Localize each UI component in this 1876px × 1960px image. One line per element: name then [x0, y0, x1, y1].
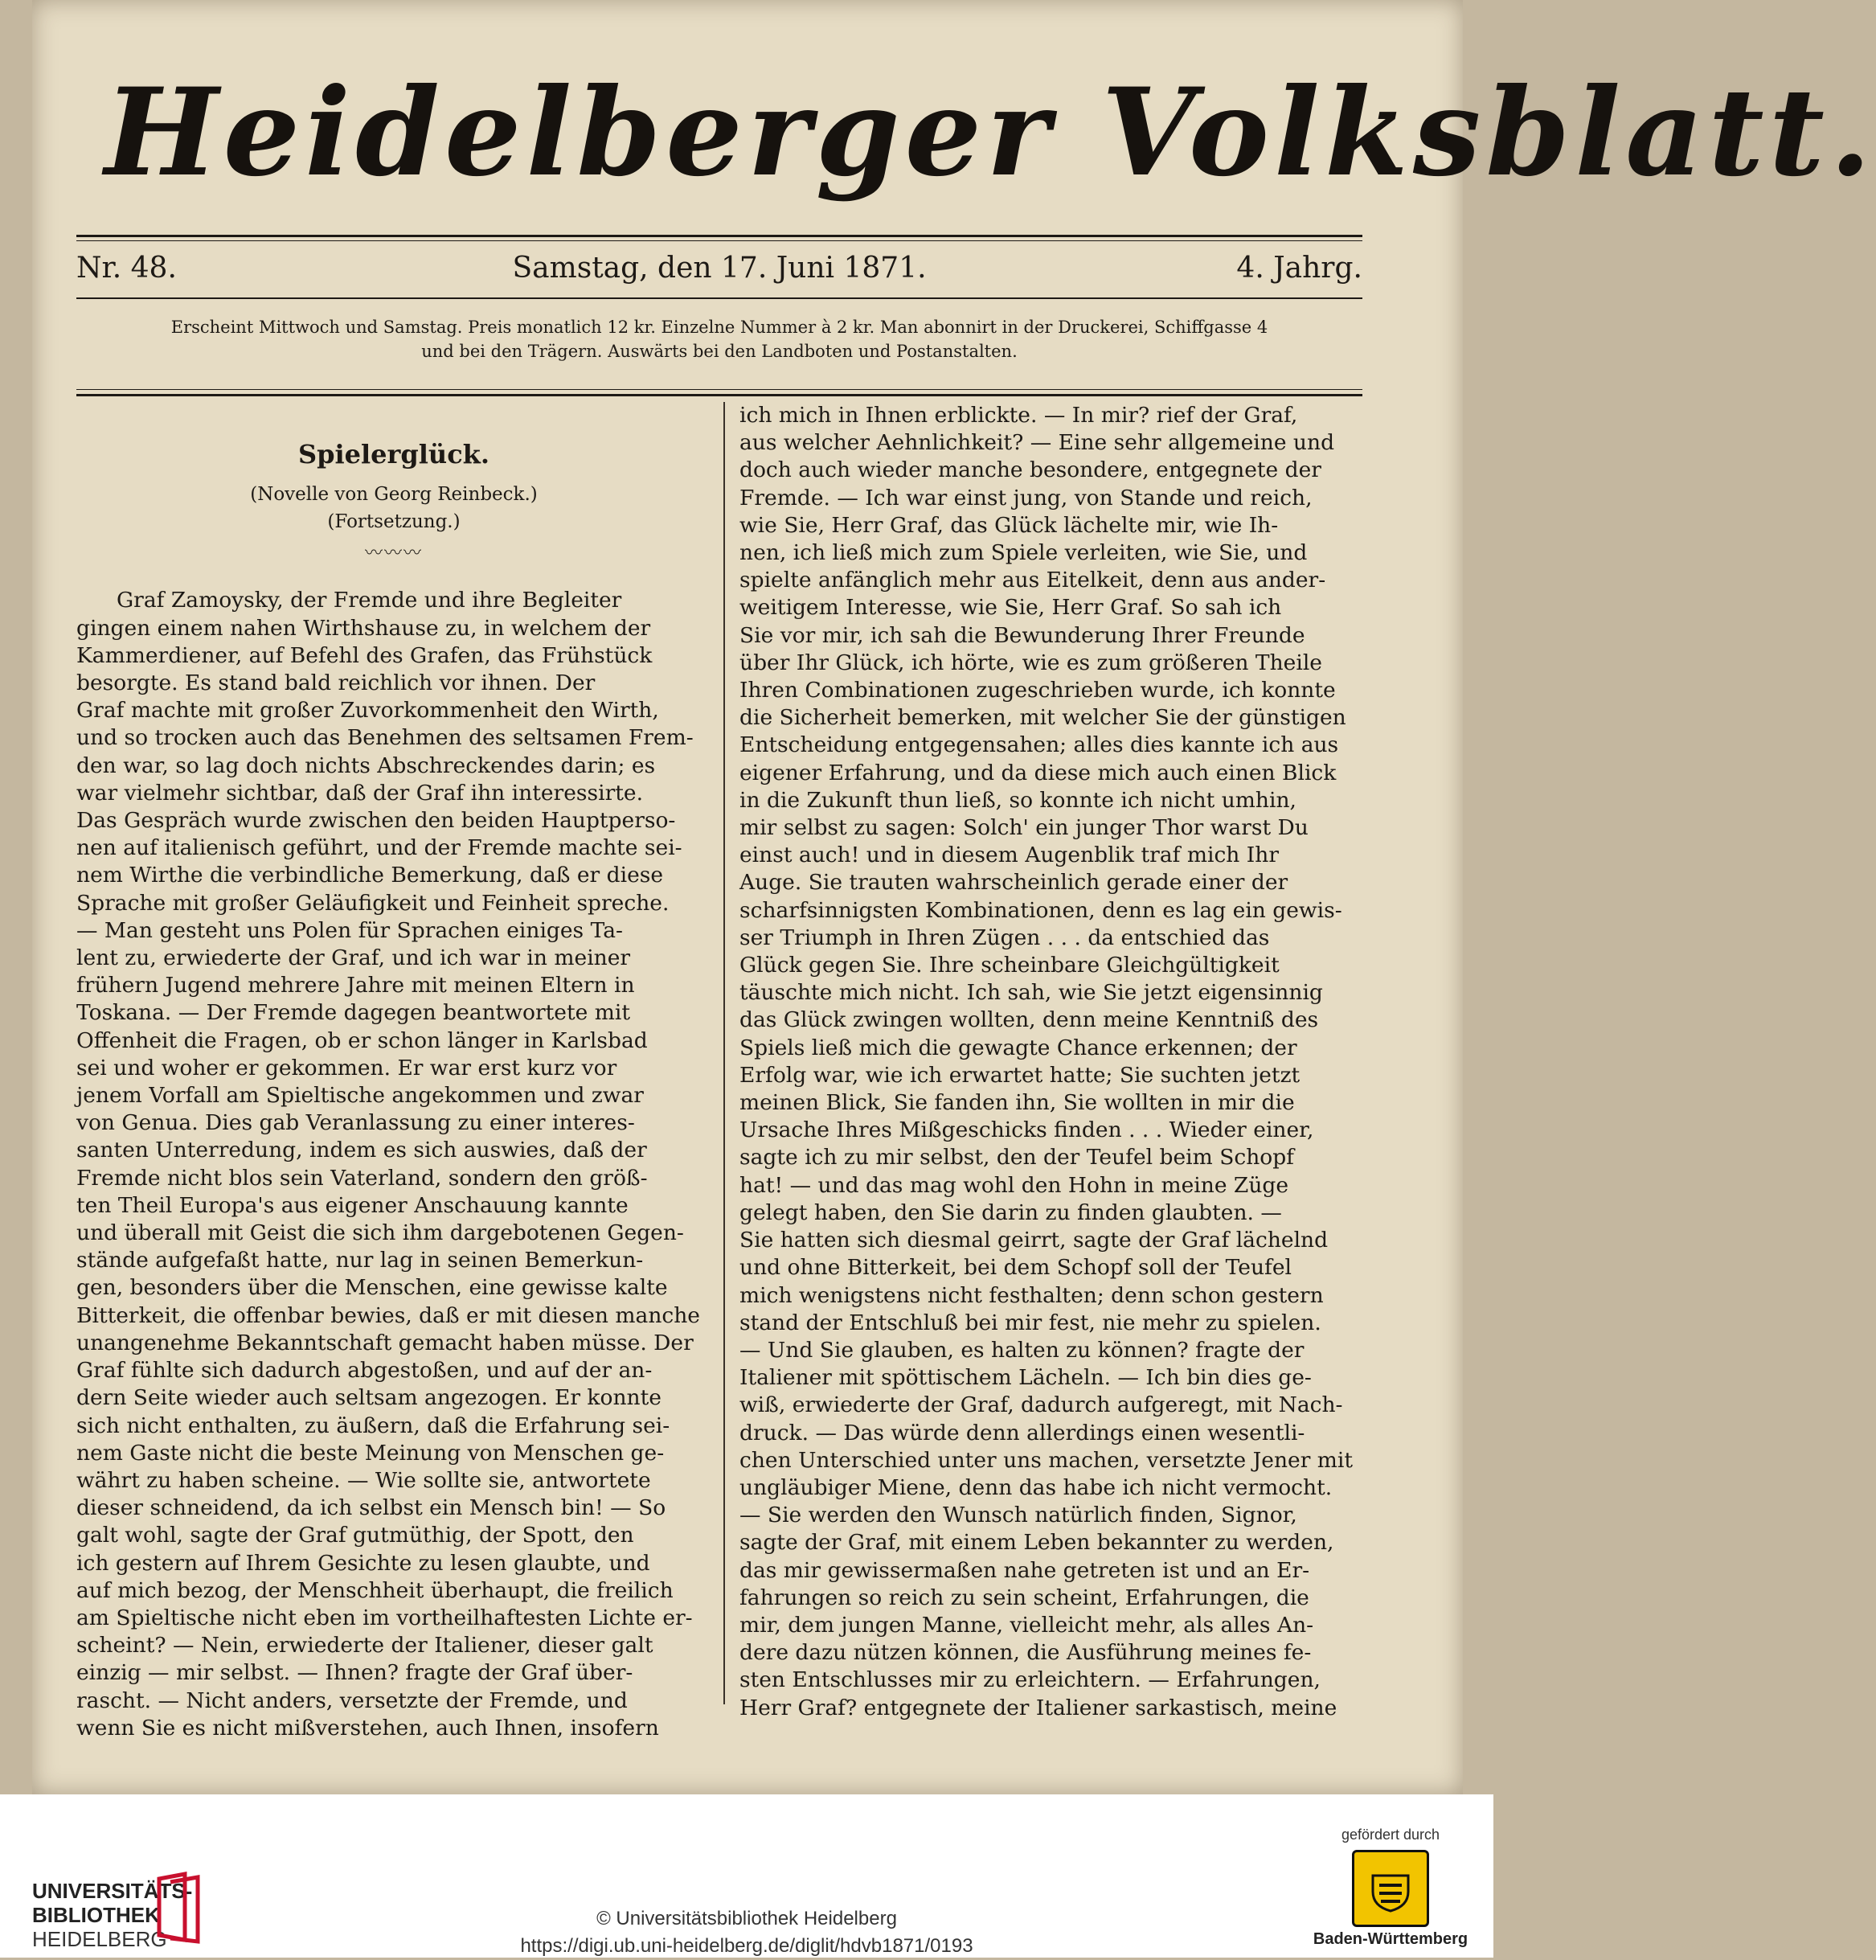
text-line: Kammerdiener, auf Befehl des Grafen, das Frühstück	[76, 642, 653, 668]
funding-notice	[1310, 1827, 1471, 1949]
article-continuation: (Fortsetzung.)	[327, 511, 461, 533]
text-line: am Spieltische nicht eben im vortheilhaftesten Lichte er-	[76, 1605, 693, 1630]
library-name-line-2: BIBLIOTHEK	[32, 1903, 160, 1927]
text-line: Fremde. — Ich war einst jung, von Stande und reich,	[739, 485, 1313, 511]
ornament-divider: 〰〰〰	[364, 543, 423, 564]
text-line: nem Gaste nicht die beste Meinung von Menschen ge-	[76, 1440, 665, 1466]
text-line: Italiener mit spöttischem Lächeln. — Ich bin dies ge-	[739, 1365, 1312, 1391]
text-line: einst auch! und in diesem Augenblik traf mich Ihr	[739, 843, 1279, 868]
text-line: in die Zukunft thun ließ, so konnte ich nicht umhin,	[739, 787, 1296, 813]
text-line: Glück gegen Sie. Ihre scheinbare Gleichgültigkeit	[739, 953, 1280, 978]
article-title: Spielerglück.	[298, 439, 489, 469]
notice-line-1: Erscheint Mittwoch und Samstag. Preis monatlich 12 kr. Einzelne Nummer à 2 kr. Man abonnirt in der Druckerei, Schiffgasse 4	[170, 318, 1268, 337]
notice-rule-thin	[76, 389, 1362, 390]
notice-line-2: und bei den Trägern. Auswärts bei den Landboten und Postanstalten.	[421, 342, 1018, 361]
text-line: scheint? — Nein, erwiederte der Italiener, dieser galt	[76, 1633, 653, 1659]
text-line: sagte der Graf, mit einem Leben bekannter zu werden,	[739, 1530, 1334, 1556]
text-line: über Ihr Glück, ich hörte, wie es zum größeren Theile	[739, 650, 1322, 675]
text-line: Bitterkeit, die offenbar bewies, daß er mit diesen manche	[76, 1302, 700, 1328]
text-line: ich mich in Ihnen erblickte. — In mir? rief der Graf,	[739, 403, 1298, 428]
text-line: dere dazu nützen können, die Ausführung meines fe-	[739, 1640, 1312, 1666]
text-line: dieser schneidend, da ich selbst ein Mensch bin! — So	[76, 1495, 666, 1521]
text-line: gen, besonders über die Menschen, eine gewisse kalte	[76, 1275, 668, 1301]
text-line: chen Unterschied unter uns machen, versetzte Jener mit	[739, 1447, 1354, 1473]
text-line: Sie hatten sich diesmal geirrt, sagte der Graf lächelnd	[739, 1228, 1329, 1253]
text-line: Fremde nicht blos sein Vaterland, sondern den größ-	[76, 1165, 648, 1191]
text-line: mich wenigstens nicht festhalten; denn schon gestern	[739, 1282, 1324, 1308]
text-line: nen auf italienisch geführt, und der Fremde machte sei-	[76, 835, 682, 861]
library-name-line-1: UNIVERSITÄTS-	[32, 1879, 193, 1903]
text-line: und überall mit Geist die sich ihm dargebotenen Gegen-	[76, 1220, 684, 1246]
text-line: Erfolg war, wie ich erwartet hatte; Sie suchten jetzt	[739, 1062, 1301, 1088]
column-divider	[723, 402, 725, 1704]
permalink-url[interactable]: https://digi.ub.uni-heidelberg.de/diglit/hdvb1871/0193	[520, 1935, 973, 1957]
text-line: die Sicherheit bemerken, mit welcher Sie der günstigen	[739, 705, 1346, 731]
text-line: das Glück zwingen wollten, denn meine Kenntniß des	[739, 1007, 1319, 1033]
text-line: frühern Jugend mehrere Jahre mit meinen Eltern in	[76, 973, 635, 998]
text-line: Sprache mit großer Geläufigkeit und Feinheit spreche.	[76, 890, 670, 916]
text-line: jenem Vorfall am Spieltische angekommen und zwar	[76, 1083, 644, 1109]
text-line: mir selbst zu sagen: Solch' ein junger Thor warst Du	[739, 815, 1309, 841]
text-line: nem Wirthe die verbindliche Bemerkung, daß er diese	[76, 863, 664, 888]
volume-year: 4. Jahrg.	[1236, 252, 1362, 285]
state-crest-icon	[1352, 1850, 1429, 1927]
text-line: sten Entschlusses mir zu erleichtern. — Erfahrungen,	[739, 1667, 1321, 1693]
footer-bar	[0, 1794, 1493, 1958]
text-line: unangenehme Bekanntschaft gemacht haben müsse. Der	[76, 1330, 694, 1355]
text-line: weitigem Interesse, wie Sie, Herr Graf. So sah ich	[739, 595, 1282, 621]
masthead-rule-top	[76, 235, 1362, 237]
subscription-notice	[76, 315, 1362, 363]
text-line: wie Sie, Herr Graf, das Glück lächelte mir, wie Ih-	[739, 512, 1279, 538]
text-line: sei und woher er gekommen. Er war erst kurz vor	[76, 1055, 617, 1080]
text-line: wenn Sie es nicht mißverstehen, auch Ihnen, insofern	[76, 1715, 659, 1741]
text-line: galt wohl, sagte der Graf gutmüthig, der Spott, den	[76, 1523, 634, 1548]
funded-by-label: gefördert durch	[1341, 1827, 1440, 1843]
text-line: und so trocken auch das Benehmen des seltsamen Frem-	[76, 725, 694, 751]
text-line: Herr Graf? entgegnete der Italiener sarkastisch, meine	[739, 1695, 1337, 1720]
text-line: meinen Blick, Sie fanden ihn, Sie wollten in mir die	[739, 1090, 1295, 1116]
text-line: lent zu, erwiederte der Graf, und ich war in meiner	[76, 945, 631, 971]
notice-rule-thick	[76, 394, 1362, 396]
text-line: nen, ich ließ mich zum Spiele verleiten, wie Sie, und	[739, 540, 1308, 566]
text-line: Spiels ließ mich die gewagte Chance erkennen; der	[739, 1035, 1297, 1060]
text-line: fahrungen so reich zu sein scheint, Erfahrungen, die	[739, 1585, 1309, 1610]
text-line: täuschte mich nicht. Ich sah, wie Sie jetzt eigensinnig	[739, 980, 1323, 1006]
text-line: doch auch wieder manche besondere, entgegnete der	[739, 457, 1321, 483]
text-line: auf mich bezog, der Menschheit überhaupt, die freilich	[76, 1577, 674, 1603]
text-line: Ursache Ihres Mißgeschicks finden . . . Wieder einer,	[739, 1117, 1314, 1143]
dateline-rule	[76, 297, 1362, 299]
library-name-line-3: HEIDELBERG	[32, 1927, 167, 1951]
masthead-title: Heidelberger Volksblatt.	[104, 62, 1876, 203]
text-line: Offenheit die Fragen, ob er schon länger in Karlsbad	[76, 1027, 648, 1053]
text-line: gingen einem nahen Wirthshause zu, in welchem der	[76, 615, 651, 641]
text-line: war vielmehr sichtbar, daß der Graf ihn interessirte.	[76, 780, 643, 806]
state-name: Baden-Württemberg	[1313, 1930, 1468, 1948]
text-line: dern Seite wieder auch seltsam angezogen. Er konnte	[76, 1385, 662, 1411]
text-line: Graf fühlte sich dadurch abgestoßen, und auf der an-	[76, 1358, 653, 1384]
text-line: ich gestern auf Ihrem Gesichte zu lesen glaubte, und	[76, 1550, 650, 1576]
dateline	[76, 245, 1362, 293]
text-line: — Sie werden den Wunsch natürlich finden, Signor,	[739, 1503, 1297, 1528]
text-line: und ohne Bitterkeit, bei dem Schopf soll der Teufel	[739, 1255, 1292, 1281]
copyright-block	[0, 1905, 1493, 1960]
article-subtitle: (Novelle von Georg Reinbeck.)	[250, 484, 538, 506]
article-column-right	[739, 402, 1362, 1722]
text-line: stände aufgefaßt hatte, nur lag in seinen Bemerkun-	[76, 1248, 644, 1273]
text-line: Entscheidung entgegensahen; alles dies kannte ich aus	[739, 732, 1339, 758]
text-line: das mir gewissermaßen nahe getreten ist und an Er-	[739, 1557, 1310, 1583]
text-line: santen Unterredung, indem es sich auswies, daß der	[76, 1138, 647, 1163]
text-line: — Und Sie glauben, es halten zu können? fragte der	[739, 1337, 1305, 1363]
copyright-text: © Universitätsbibliothek Heidelberg	[596, 1908, 897, 1929]
text-line: — Man gesteht uns Polen für Sprachen einiges Ta-	[76, 917, 623, 943]
text-line: scharfsinnigsten Kombinationen, denn es lag ein gewis-	[739, 897, 1342, 923]
text-line: Auge. Sie trauten wahrscheinlich gerade einer der	[739, 870, 1288, 896]
text-line: währt zu haben scheine. — Wie sollte sie, antwortete	[76, 1467, 651, 1493]
text-line: besorgte. Es stand bald reichlich vor ihnen. Der	[76, 670, 596, 696]
text-line: Toskana. — Der Fremde dagegen beantwortete mit	[76, 1000, 630, 1026]
text-line: eigener Erfahrung, und da diese mich auch einen Blick	[739, 760, 1337, 785]
text-line: sagte ich zu mir selbst, den der Teufel beim Schopf	[739, 1145, 1294, 1171]
text-line: Graf machte mit großer Zuvorkommenheit den Wirth,	[76, 698, 659, 724]
text-line: druck. — Das würde denn allerdings einen wesentli-	[739, 1420, 1305, 1445]
text-line: spielte anfänglich mehr aus Eitelkeit, denn aus ander-	[739, 568, 1326, 593]
text-line: sich nicht enthalten, zu äußern, daß die Erfahrung sei-	[76, 1413, 670, 1438]
text-line: einzig — mir selbst. — Ihnen? fragte der Graf über-	[76, 1660, 633, 1686]
text-line: aus welcher Aehnlichkeit? — Eine sehr allgemeine und	[739, 430, 1335, 456]
text-line: ungläubiger Miene, denn das habe ich nicht vermocht.	[739, 1474, 1333, 1500]
article-column-left	[76, 402, 711, 1742]
text-line: rascht. — Nicht anders, versetzte der Fremde, und	[76, 1687, 628, 1713]
text-line: Ihren Combinationen zugeschrieben wurde, ich konnte	[739, 678, 1336, 703]
text-line: hat! — und das mag wohl den Hohn in meine Züge	[739, 1172, 1289, 1198]
issue-number: Nr. 48.	[76, 252, 177, 285]
text-line: wiß, erwiederte der Graf, dadurch aufgeregt, mit Nach-	[739, 1392, 1343, 1418]
text-line: ten Theil Europa's aus eigener Anschauung kannte	[76, 1192, 629, 1218]
text-line: Graf Zamoysky, der Fremde und ihre Begleiter	[117, 588, 622, 613]
text-line: Sie vor mir, ich sah die Bewunderung Ihrer Freunde	[739, 622, 1305, 648]
text-line: mir, dem jungen Manne, vielleicht mehr, als alles An-	[739, 1612, 1314, 1638]
masthead-rule-thin	[76, 240, 1362, 241]
text-line: gelegt haben, den Sie darin zu finden glaubten. —	[739, 1199, 1282, 1225]
text-line: stand der Entschluß bei mir fest, nie mehr zu spielen.	[739, 1310, 1321, 1335]
issue-date: Samstag, den 17. Juni 1871.	[512, 252, 927, 285]
text-line: von Genua. Dies gab Veranlassung zu einer interes-	[76, 1110, 635, 1136]
text-line: Das Gespräch wurde zwischen den beiden Hauptperso-	[76, 808, 676, 834]
text-line: den war, so lag doch nichts Abschreckendes darin; es	[76, 752, 656, 778]
text-line: ser Triumph in Ihren Zügen . . . da entschied das	[739, 925, 1270, 950]
